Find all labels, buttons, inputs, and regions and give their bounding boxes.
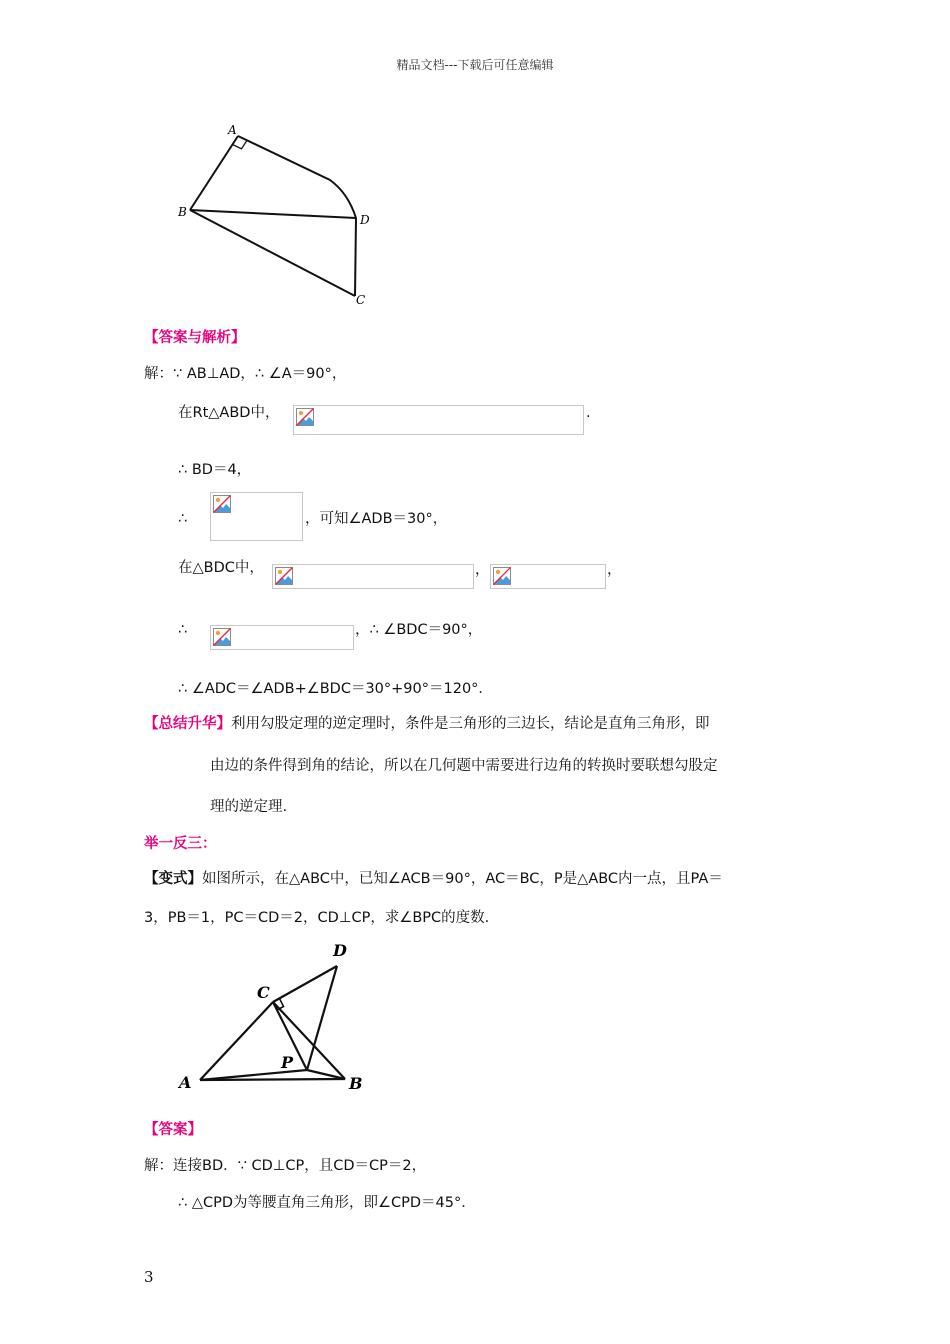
formula-image [272, 564, 474, 589]
label-a: A [228, 123, 237, 137]
page-number: 3 [144, 1268, 154, 1286]
variant-tag: 【变式】 [144, 871, 202, 887]
broken-image-icon [493, 567, 511, 585]
variant-heading: 举一反三： [144, 836, 217, 852]
solution-line-6-prefix: ∴ [178, 622, 188, 638]
label-c: C [257, 983, 270, 1002]
segment-dc [355, 218, 356, 296]
solution-line-4-prefix: ∴ [178, 511, 188, 527]
solution-line-5-end: ， [607, 562, 622, 578]
summary-text-1: 利用勾股定理的逆定理时，条件是三角形的三边长，结论是直角三角形，即 [231, 716, 710, 732]
label-p: P [281, 1053, 294, 1072]
variant-text-1: 如图所示，在△ABC中，已知∠ACB＝90°，AC＝BC，P是△ABC内一点，且PA＝ [202, 871, 723, 887]
solution-line-2-end: . [586, 405, 591, 421]
formula-image [210, 625, 354, 650]
formula-image [490, 564, 606, 589]
segment-ab [190, 136, 238, 210]
solution-line-2: 在Rt△ABD中， [178, 405, 280, 421]
solution-line-3: ∴ BD＝4， [178, 462, 252, 478]
solution-line-7: ∴ ∠ADC＝∠ADB+∠BDC＝30°+90°＝120°． [178, 681, 493, 697]
answer-analysis-title: 【答案与解析】 [144, 330, 246, 346]
label-a: A [179, 1073, 192, 1092]
segment-ad [238, 136, 356, 218]
solution-line-5-mid: ， [475, 562, 490, 578]
summary-line-2: 由边的条件得到角的结论，所以在几何题中需要进行边角的转换时要联想勾股定 [210, 758, 718, 774]
summary-line-3: 理的逆定理. [210, 799, 288, 815]
solution-line-1: 解：∵ AB⊥AD，∴ ∠A＝90°， [144, 366, 347, 382]
label-b: B [349, 1074, 363, 1093]
broken-image-icon [213, 495, 231, 513]
variant-line-2: 3，PB＝1，PC＝CD＝2，CD⊥CP，求∠BPC的度数. [144, 910, 490, 926]
variant-line-1 [144, 869, 723, 889]
broken-image-icon [296, 408, 314, 426]
figure1-lines [190, 136, 356, 296]
figure2-lines [200, 966, 345, 1080]
answer-line-1: 解：连接BD．∵ CD⊥CP，且CD＝CP＝2， [144, 1158, 427, 1174]
solution-line-6-suffix: ，∴ ∠BDC＝90°， [355, 622, 483, 638]
answer-line-2: ∴ △CPD为等腰直角三角形，即∠CPD＝45°． [178, 1195, 476, 1211]
label-d: D [360, 213, 370, 227]
figure-triangle-abc [175, 938, 375, 1096]
segment-ab [200, 1079, 345, 1080]
label-d: D [333, 941, 347, 960]
label-c: C [356, 293, 366, 307]
solution-line-4-suffix: ，可知∠ADB＝30°， [305, 511, 448, 527]
segment-ac [200, 1002, 273, 1080]
figure-quadrilateral-abcd [170, 118, 380, 308]
formula-image [210, 492, 303, 541]
summary-line-1 [144, 714, 710, 734]
segment-bd [190, 210, 356, 218]
formula-image [293, 405, 584, 435]
broken-image-icon [275, 567, 293, 585]
segment-bc [190, 210, 355, 296]
summary-title: 【总结升华】 [144, 716, 231, 732]
label-b: B [178, 205, 187, 219]
answer-title: 【答案】 [144, 1122, 202, 1138]
solution-line-5-prefix: 在△BDC中， [178, 560, 264, 576]
broken-image-icon [213, 628, 231, 646]
page-header: 精品文档---下载后可任意编辑 [396, 58, 554, 72]
